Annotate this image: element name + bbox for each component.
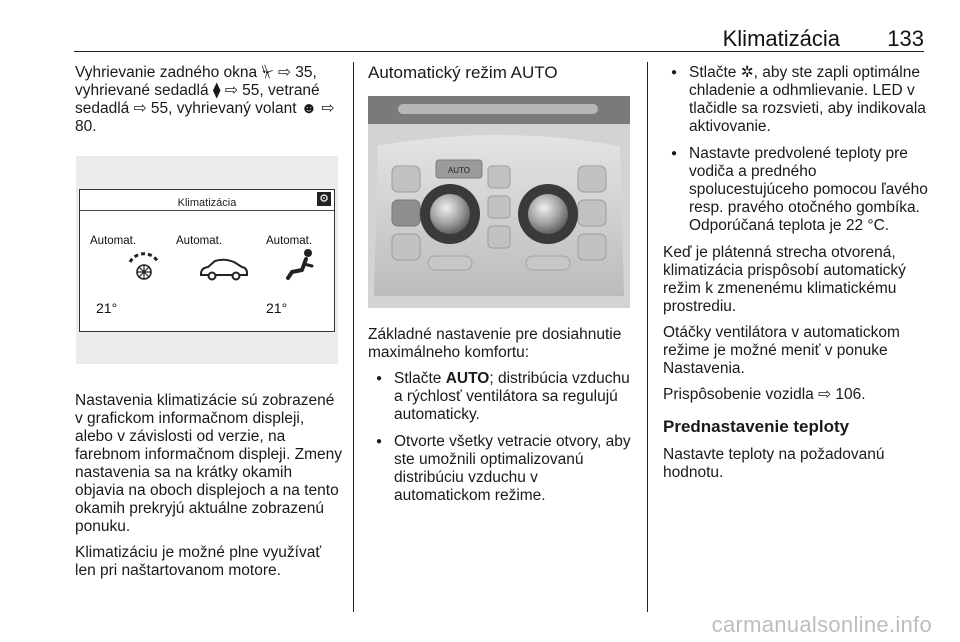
page-header: [0, 0, 960, 60]
column-left: [75, 64, 343, 588]
column-divider-right: [647, 62, 648, 612]
temperature-preset-heading: Prednastavenie teploty: [663, 417, 850, 436]
temperature-preset-paragraph: Nastavte teploty na požadovanú hodnotu.: [663, 446, 885, 481]
engine-paragraph: Klimatizáciu je možné plne využívať len pri naštartovanom motore.: [75, 544, 322, 579]
cooling-steps-list: [663, 64, 928, 235]
column-right: [663, 64, 928, 490]
screen-title-rule: [80, 210, 334, 211]
display-paragraph: Nastavenia klimatizácie sú zobrazené v grafickom informačnom displeji, alebo v závislosti od verzie, na farebnom informačnom displeji. Zmeny nastavenia sa na krátky okamih objavia na oboch displejoch a na tento okamih prekryjú aktuálne zobrazenú ponuku.: [75, 392, 343, 535]
climate-display-figure: [76, 156, 338, 364]
control-panel-illustration: [368, 96, 630, 308]
fan-speed-paragraph: Otáčky ventilátora v automatickom režime je možné meniť v ponuke Nastavenia.: [663, 324, 900, 377]
settings-gear-icon: ⚙: [317, 192, 331, 206]
list-item: ● Otvorte všetky vetracie otvory, aby ste umožnili optimalizovanú distribúciu vzduchu v automatickom režime.: [368, 433, 634, 505]
auto-button-label: AUTO: [447, 166, 471, 175]
header-rule: [74, 51, 924, 52]
auto-steps-list: [368, 370, 634, 505]
roof-paragraph: Keď je plátenná strecha otvorená, klimatizácia prispôsobí automatický režim k zmenenému klimatickému prostrediu.: [663, 244, 906, 315]
auto-keyword: AUTO: [445, 370, 490, 387]
list-item: ● Stlačte AUTO; distribúcia vzduchu a rýchlosť ventilátora sa regulujú automaticky.: [368, 370, 634, 424]
watermark: carmanualsonline.info: [711, 612, 932, 637]
right-temperature: 21°: [266, 300, 288, 316]
intro-paragraph: Vyhrievanie zadného okna ⏧ ⇨ 35, vyhrievané sedadlá ⧫ ⇨ 55, vetrané sedadlá ⇨ 55, vyhrievaný volant ☻ ⇨ 80.: [75, 64, 335, 135]
car-icon: [198, 256, 250, 282]
fan-icon: [124, 248, 164, 282]
auto-mode-heading: Automatický režim AUTO: [368, 63, 558, 82]
seat-occupant-icon: [284, 248, 318, 282]
seat-auto-label: Automat.: [266, 235, 313, 247]
list-item: ● Stlačte ✲, aby ste zapli optimálne chladenie a odhmlievanie. LED v tlačidle sa rozsvieti, aby indikovala aktivovanie.: [663, 64, 928, 136]
left-temperature: 21°: [96, 300, 118, 316]
page-title: Klimatizácia: [722, 26, 840, 51]
distribution-auto-label: Automat.: [176, 235, 223, 247]
page-number: 133: [887, 26, 924, 51]
climate-display-screen: [79, 189, 335, 332]
column-divider-left: [353, 62, 354, 612]
column-middle: [368, 64, 634, 514]
comfort-paragraph: Základné nastavenie pre dosiahnutie maximálneho komfortu:: [368, 326, 622, 361]
fan-auto-label: Automat.: [90, 235, 137, 247]
vehicle-personalization-paragraph: Prispôsobenie vozidla ⇨ 106.: [663, 386, 866, 403]
screen-title: Klimatizácia: [177, 197, 237, 209]
list-item: ● Nastavte predvolené teploty pre vodiča a predného spolucestujúceho pomocou ľavého resp. pravého otočného gombíka. Odporúčaná teplota je 22 °C.: [663, 145, 928, 235]
control-panel-figure: [368, 96, 630, 308]
